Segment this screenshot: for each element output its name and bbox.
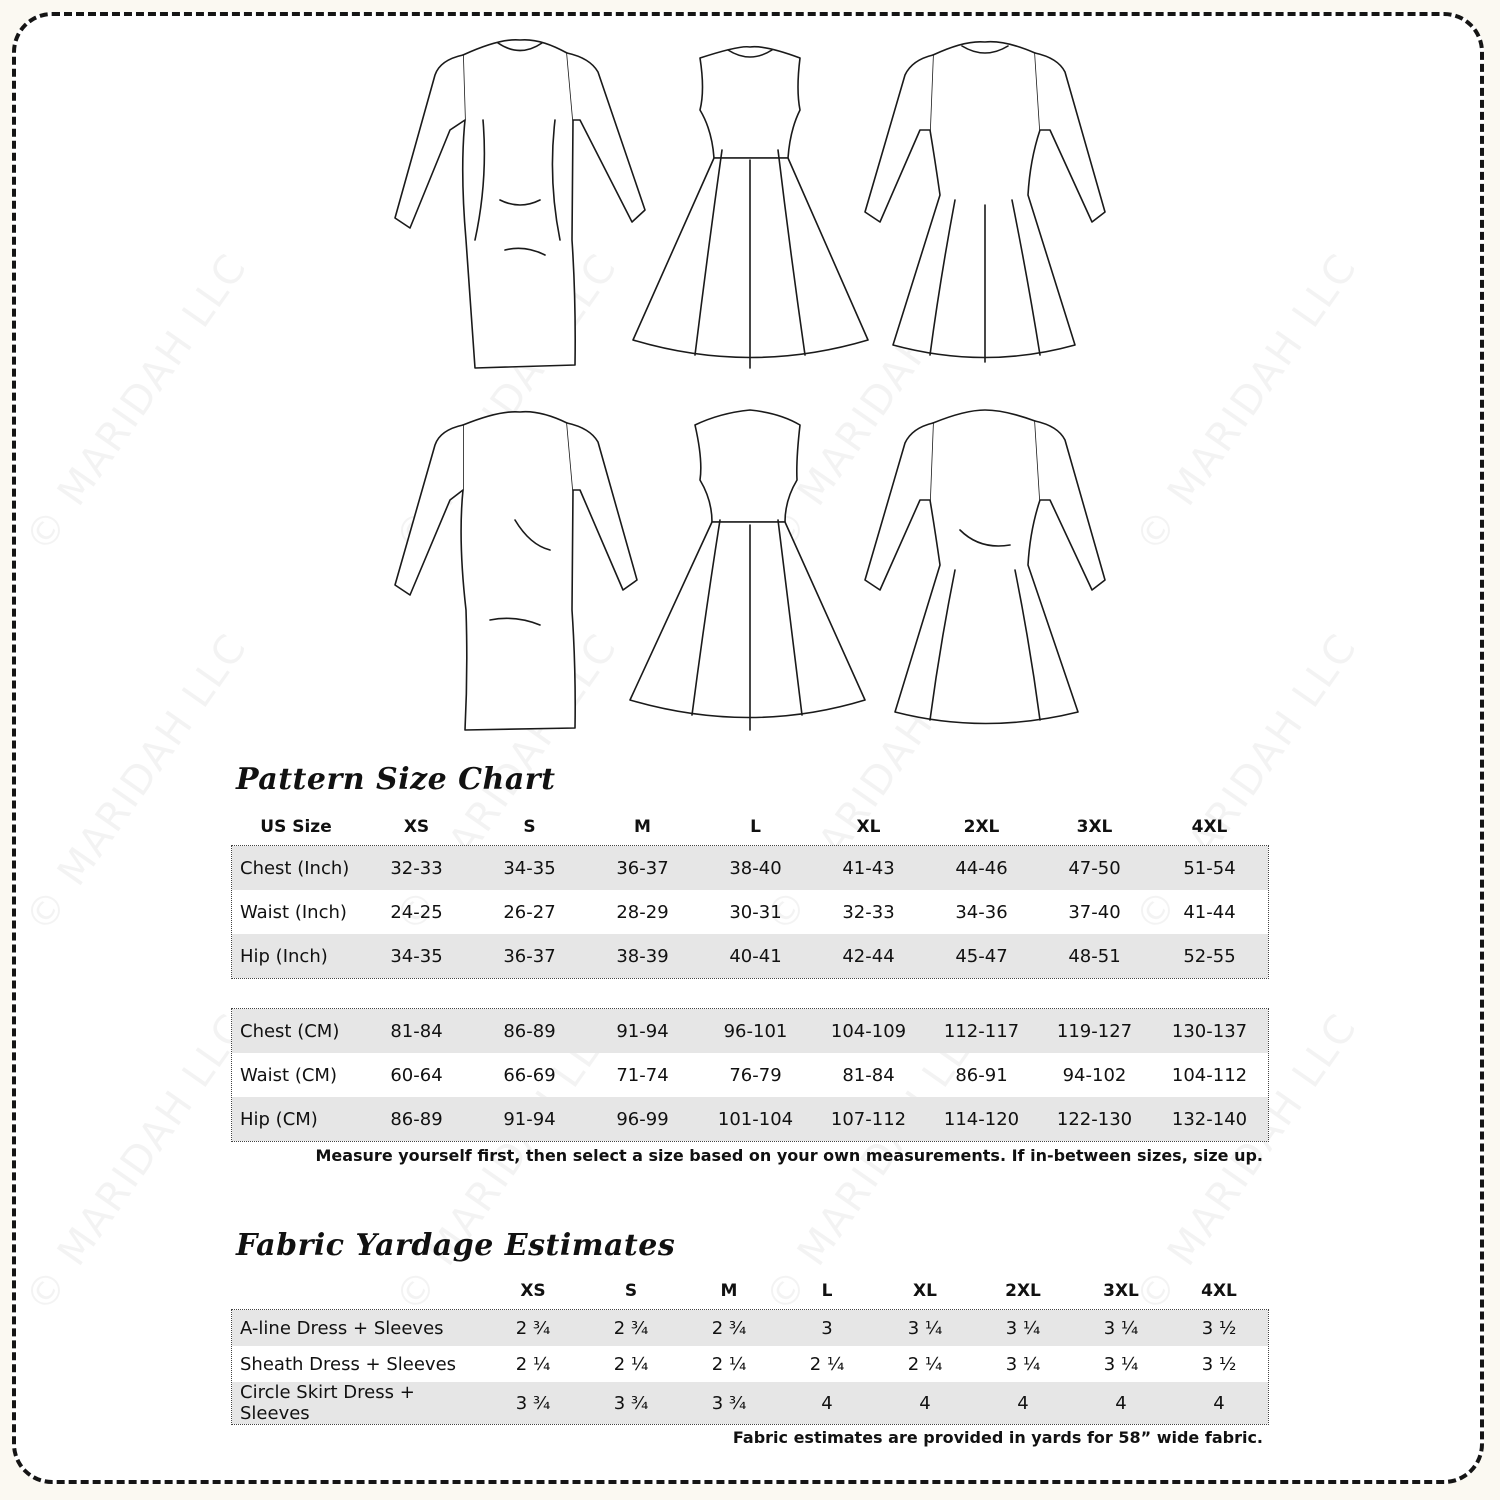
yardage-title: Fabric Yardage Estimates	[236, 1228, 676, 1263]
table-cell: 3 ¼	[1103, 1353, 1139, 1375]
table-cell: 2 ¾	[680, 1310, 778, 1346]
row-label: Sheath Dress + Sleeves	[240, 1353, 457, 1375]
table-cell: 3 ¾	[484, 1382, 582, 1424]
table-cell: 119-127	[1038, 1009, 1151, 1053]
table-cell: 24-25	[390, 901, 443, 923]
table-cell: 2 ¼	[613, 1353, 649, 1375]
table-cell: 66-69	[503, 1064, 556, 1086]
table-cell: 2 ¼	[515, 1353, 551, 1375]
table-cell: 86-91	[955, 1064, 1008, 1086]
sheath-dress-front-illustration	[395, 40, 645, 368]
table-cell: 36-37	[473, 934, 586, 978]
table-cell: 36-37	[586, 846, 699, 890]
table-cell: 4	[876, 1382, 974, 1424]
table-cell: 91-94	[473, 1097, 586, 1141]
row-label: Waist (Inch)	[240, 901, 347, 923]
size-header: 3XL	[1076, 817, 1113, 837]
table-row	[232, 1382, 1268, 1424]
table-cell: 96-99	[586, 1097, 699, 1141]
table-cell: 3 ¼	[1005, 1353, 1041, 1375]
table-cell: 41-44	[1183, 901, 1236, 923]
table-cell: 91-94	[586, 1009, 699, 1053]
row-label: Circle Skirt Dress + Sleeves	[232, 1382, 484, 1424]
table-cell: 51-54	[1151, 846, 1268, 890]
table-row	[232, 890, 1268, 934]
table-cell: 2 ¾	[484, 1310, 582, 1346]
size-header: M	[634, 817, 651, 837]
table-cell: 86-89	[360, 1097, 473, 1141]
table-cell: 4	[1170, 1382, 1268, 1424]
table-cell: 122-130	[1038, 1097, 1151, 1141]
table-cell: 86-89	[473, 1009, 586, 1053]
table-cell: 81-84	[360, 1009, 473, 1053]
row-label: Waist (CM)	[240, 1064, 337, 1086]
table-cell: 42-44	[812, 934, 925, 978]
table-cell: 34-36	[955, 901, 1008, 923]
size-header: 2XL	[1005, 1281, 1041, 1301]
table-cell: 3 ¾	[680, 1382, 778, 1424]
table-cell: 96-101	[699, 1009, 812, 1053]
table-cell: 45-47	[925, 934, 1038, 978]
circle-skirt-dress-front-illustration	[865, 42, 1105, 362]
table-row	[232, 846, 1268, 890]
table-cell: 3 ¼	[974, 1310, 1072, 1346]
table-row	[232, 1310, 1268, 1346]
table-cell: 30-31	[729, 901, 782, 923]
size-header: M	[720, 1281, 738, 1301]
row-label: Chest (Inch)	[232, 846, 360, 890]
size-header: XL	[856, 817, 881, 837]
size-chart-inch-table	[232, 846, 1268, 978]
us-size-header: US Size	[260, 817, 332, 837]
table-row	[232, 1053, 1268, 1097]
table-cell: 76-79	[729, 1064, 782, 1086]
table-cell: 2 ¼	[809, 1353, 845, 1375]
yardage-table	[232, 1310, 1268, 1424]
table-cell: 4	[974, 1382, 1072, 1424]
size-header: S	[624, 1281, 638, 1301]
table-cell: 37-40	[1068, 901, 1121, 923]
aline-dress-back-illustration	[630, 410, 865, 730]
dress-illustrations	[0, 0, 1500, 740]
size-header: XS	[520, 1281, 546, 1301]
row-label: A-line Dress + Sleeves	[232, 1310, 484, 1346]
size-header: 4XL	[1201, 1281, 1237, 1301]
table-cell: 3	[778, 1310, 876, 1346]
table-cell: 47-50	[1038, 846, 1151, 890]
size-header: L	[750, 817, 761, 837]
table-cell: 104-109	[812, 1009, 925, 1053]
table-cell: 52-55	[1151, 934, 1268, 978]
table-cell: 3 ½	[1170, 1310, 1268, 1346]
table-row	[232, 1346, 1268, 1382]
table-cell: 40-41	[699, 934, 812, 978]
table-cell: 38-39	[586, 934, 699, 978]
table-cell: 28-29	[616, 901, 669, 923]
table-cell: 114-120	[925, 1097, 1038, 1141]
size-header: 3XL	[1103, 1281, 1139, 1301]
aline-dress-front-illustration	[633, 47, 868, 368]
table-cell: 104-112	[1171, 1064, 1248, 1086]
circle-skirt-dress-back-illustration	[865, 410, 1105, 724]
table-cell: 130-137	[1151, 1009, 1268, 1053]
yardage-label-header	[232, 1276, 484, 1306]
size-header: L	[821, 1281, 833, 1301]
table-row	[232, 1097, 1268, 1141]
table-cell: 26-27	[503, 901, 556, 923]
sheath-dress-back-illustration	[395, 412, 637, 730]
table-cell: 3 ½	[1201, 1353, 1237, 1375]
table-cell: 2 ¼	[907, 1353, 943, 1375]
row-label: Chest (CM)	[232, 1009, 360, 1053]
table-cell: 60-64	[390, 1064, 443, 1086]
size-header: XS	[403, 817, 430, 837]
table-row	[232, 934, 1268, 978]
size-chart-title: Pattern Size Chart	[236, 762, 556, 797]
size-header: 2XL	[963, 817, 1000, 837]
table-cell: 48-51	[1038, 934, 1151, 978]
table-cell: 81-84	[842, 1064, 895, 1086]
table-cell: 41-43	[812, 846, 925, 890]
table-cell: 32-33	[842, 901, 895, 923]
row-label: Hip (CM)	[232, 1097, 360, 1141]
table-cell: 3 ¼	[876, 1310, 974, 1346]
table-cell: 3 ¾	[582, 1382, 680, 1424]
row-label: Hip (Inch)	[232, 934, 360, 978]
table-cell: 34-35	[360, 934, 473, 978]
yardage-note: Fabric estimates are provided in yards for 58” wide fabric.	[732, 1428, 1263, 1447]
table-cell: 101-104	[699, 1097, 812, 1141]
table-row	[232, 1009, 1268, 1053]
size-header: 4XL	[1191, 817, 1228, 837]
size-chart-note: Measure yourself first, then select a size based on your own measurements. If in-between sizes, size up.	[315, 1146, 1263, 1165]
size-chart-header	[232, 812, 1268, 842]
table-cell: 132-140	[1151, 1097, 1268, 1141]
table-cell: 2 ¾	[582, 1310, 680, 1346]
table-cell: 38-40	[699, 846, 812, 890]
table-cell: 3 ¼	[1072, 1310, 1170, 1346]
table-cell: 2 ¼	[711, 1353, 747, 1375]
yardage-header	[232, 1276, 1268, 1306]
table-cell: 94-102	[1062, 1064, 1127, 1086]
table-cell: 4	[1072, 1382, 1170, 1424]
table-cell: 44-46	[925, 846, 1038, 890]
table-cell: 32-33	[360, 846, 473, 890]
table-cell: 107-112	[812, 1097, 925, 1141]
table-cell: 34-35	[473, 846, 586, 890]
size-chart-cm-table	[232, 1009, 1268, 1141]
size-header: XL	[913, 1281, 937, 1301]
table-cell: 71-74	[616, 1064, 669, 1086]
size-header: S	[523, 817, 536, 837]
table-cell: 4	[778, 1382, 876, 1424]
table-cell: 112-117	[925, 1009, 1038, 1053]
